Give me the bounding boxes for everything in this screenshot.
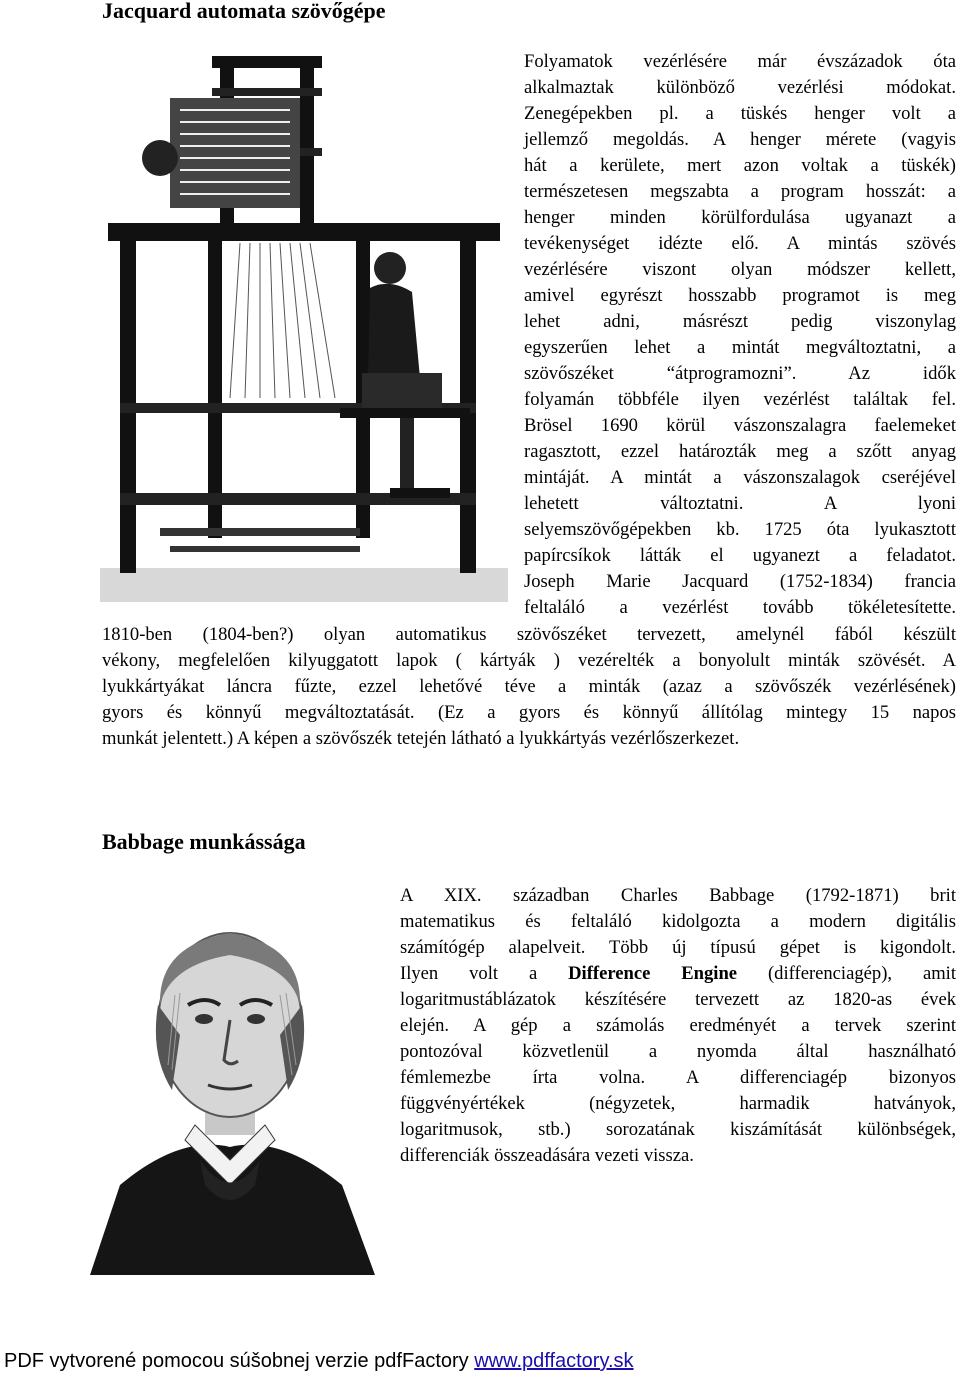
text-line: lehet adni, másrészt pedig viszonylag: [524, 311, 956, 332]
text-line: Zenegépekben pl. a tüskés henger volt a: [524, 103, 956, 124]
text-line: elején. A gép a számolás eredményét a tervek szerint: [400, 1015, 956, 1036]
text-line: [400, 961, 956, 987]
text-line: fémlemezbe írta volna. A differenciagép bizonyos: [400, 1067, 956, 1088]
text-fragment: (differenciagép), amit: [737, 963, 956, 984]
pdf-footer: [4, 1349, 634, 1373]
text-line: 1810-ben (1804-ben?) olyan automatikus szövőszéket tervezett, amelynél fából készült: [102, 624, 956, 645]
text-line: természetesen megszabta a program hosszát: a: [524, 181, 956, 202]
text-line: papírcsíkok látták el ugyanezt a feladatot.: [524, 545, 956, 566]
text-line: logaritmustáblázatok készítésére tervezett az 1820-as évek: [400, 989, 956, 1010]
text-line: pontozóval közvetlenül a nyomda által használható: [400, 1041, 956, 1062]
text-fragment: Ilyen volt a: [400, 963, 569, 984]
babbage-portrait: [80, 885, 380, 1275]
text-line: Joseph Marie Jacquard (1752-1834) francia: [524, 571, 956, 592]
text-line: lyukkártyákat láncra fűzte, ezzel lehetővé téve a minták (azaz a szövőszék vezérlésének): [102, 676, 956, 697]
text-line: vékony, megfelelően kilyuggatott lapok ( kártyák ) vezérelték a bonyolult minták szövését. A: [102, 650, 956, 671]
text-line: függvényértékek (négyzetek, harmadik hatványok,: [400, 1093, 956, 1114]
text-line: amivel egyrészt hosszabb programot is meg: [524, 285, 956, 306]
text-line: logaritmusok, stb.) sorozatának kiszámítását különbségek,: [400, 1119, 956, 1140]
text-line: szövőszéket “átprogramozni”. Az idők: [524, 363, 956, 384]
text-line: mintáját. A mintát a vászonszalagok cseréjével: [524, 467, 956, 488]
babbage-paragraph: [400, 883, 956, 1169]
text-line: hát a kerülete, mert azon voltak a tüskék): [524, 155, 956, 176]
jacquard-loom-illustration: [100, 48, 508, 602]
jacquard-intro-paragraph: [524, 49, 956, 621]
text-line: differenciák összeadására vezeti vissza.: [400, 1145, 694, 1166]
text-line: tevékenységet idézte elő. A mintás szövés: [524, 233, 956, 254]
text-line: alkalmaztak különböző vezérlési módokat.: [524, 77, 956, 98]
section-title-jacquard: Jacquard automata szövőgépe: [102, 0, 386, 23]
text-line: henger minden körülfordulása ugyanazt a: [524, 207, 956, 228]
text-line: A XIX. században Charles Babbage (1792-1871) brit: [400, 885, 956, 906]
text-line: Brösel 1690 körül vászonszalagra faelemeket: [524, 415, 956, 436]
text-line: számítógép alapelveit. Több új típusú gépet is kigondolt.: [400, 937, 956, 958]
text-line: ragasztott, ezzel határozták meg a szőtt anyag: [524, 441, 956, 462]
text-line: lehetett változtatni. A lyoni: [524, 493, 956, 514]
text-line: Folyamatok vezérlésére már évszázadok óta: [524, 51, 956, 72]
text-line: gyors és könnyű megváltoztatását. (Ez a gyors és könnyű állítólag mintegy 15 napos: [102, 702, 956, 723]
text-line: feltaláló a vezérlést tovább tökéletesítette.: [524, 597, 956, 618]
text-line: vezérlésére viszont olyan módszer kellett,: [524, 259, 956, 280]
text-line: folyamán többféle ilyen vezérlést találtak fel.: [524, 389, 956, 410]
text-line: munkát jelentett.) A képen a szövőszék tetején látható a lyukkártyás vezérlőszerkezet.: [102, 728, 740, 749]
pdffactory-link[interactable]: www.pdffactory.sk: [474, 1350, 634, 1372]
text-line: matematikus és feltaláló kidolgozta a modern digitális: [400, 911, 956, 932]
jacquard-continuation-paragraph: [102, 622, 956, 752]
footer-text: PDF vytvorené pomocou súšobnej verzie pdfFactory: [4, 1350, 475, 1372]
text-line: egyszerűen lehet a mintát megváltoztatni, a: [524, 337, 956, 358]
section-title-babbage: Babbage munkássága: [102, 829, 306, 854]
text-line: jellemző megoldás. A henger mérete (vagyis: [524, 129, 956, 150]
difference-engine-term: Difference Engine: [568, 963, 738, 984]
text-line: selyemszövőgépekben kb. 1725 óta lyukasztott: [524, 519, 956, 540]
